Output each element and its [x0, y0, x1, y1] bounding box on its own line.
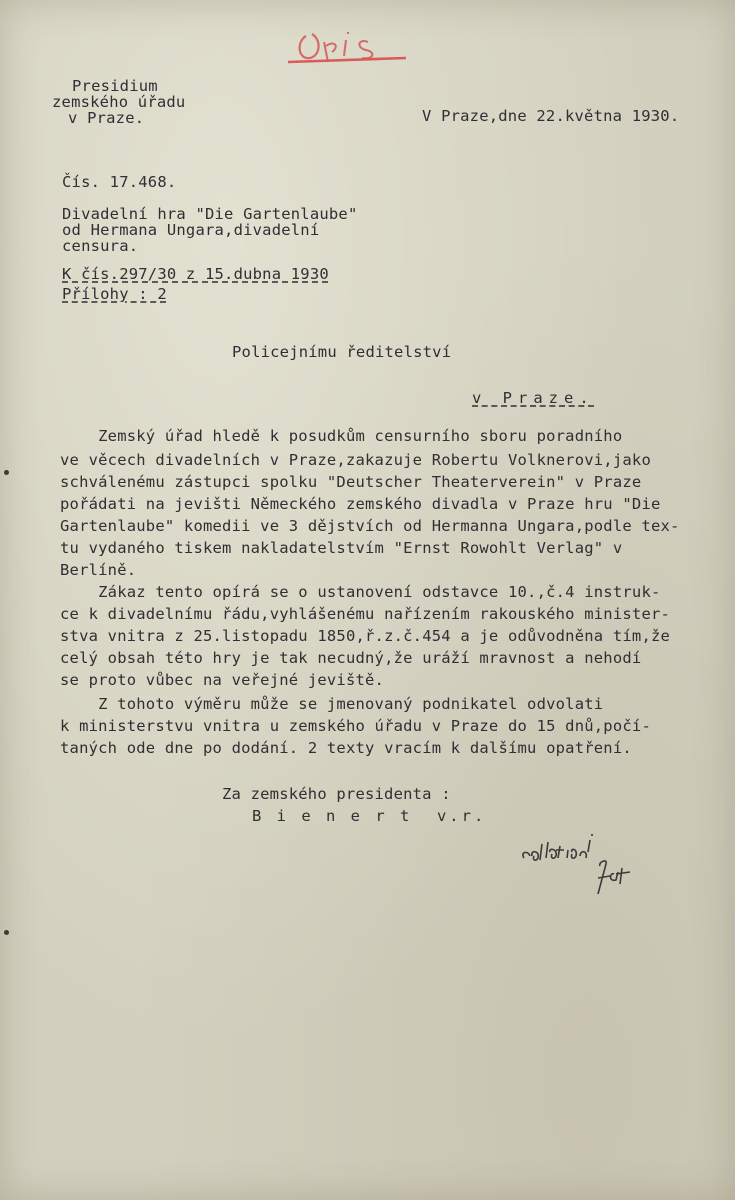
body-line: Gartenlaube" komedii ve 3 dějstvích od Hermanna Ungara,podle tex-: [60, 517, 680, 535]
reference-number: Čís. 17.468.: [62, 173, 177, 191]
body-line: ce k divadelnímu řádu,vyhlášenému nařízením rakouského minister-: [60, 605, 671, 623]
subject-line-3: censura.: [62, 237, 139, 255]
office-line-3: v Praze.: [68, 109, 145, 127]
body-line: k ministerstvu vnitra u zemského úřadu v Praze do 15 dnů,počí-: [60, 717, 651, 735]
signature-line-2: B i e n e r t v.r.: [252, 807, 487, 825]
reference-ref: K čís.297/30 z 15.dubna 1930: [62, 265, 329, 283]
signature-line-1: Za zemského presidenta :: [222, 785, 451, 803]
body-line: stva vnitra z 25.listopadu 1850,ř.z.č.454 a je odůvodněna tím,že: [60, 627, 671, 645]
body-line: ve věcech divadelních v Praze,zakazuje Robertu Volknerovi,jako: [60, 451, 651, 469]
punch-mark: [4, 930, 9, 935]
body-line: tu vydaného tiskem nakladatelstvím "Ernst Rowohlt Verlag" v: [60, 539, 623, 557]
addressee-line-1: Policejnímu ředitelství: [232, 343, 452, 361]
office-line-2: zemského úřadu: [52, 93, 186, 111]
body-line: Berlíně.: [60, 561, 137, 579]
place-date: V Praze,dne 22.května 1930.: [422, 107, 680, 125]
subject-line-1: Divadelní hra "Die Gartenlaube": [62, 205, 358, 223]
body-line: se proto vůbec na veřejné jeviště.: [60, 671, 385, 689]
subject-line-2: od Hermana Ungara,divadelní: [62, 221, 320, 239]
handwritten-collation-note: [518, 822, 658, 902]
punch-mark: [4, 470, 9, 475]
body-line: pořádati na jevišti Německého zemského divadla v Praze hru "Die: [60, 495, 661, 513]
body-line: celý obsah této hry je tak necudný,že uráží mravnost a nehodí: [60, 649, 642, 667]
body-line: Z tohoto výměru může se jmenovaný podnikatel odvolati: [60, 695, 604, 713]
body-line: schválenému zástupci spolku "Deutscher Theaterverein" v Praze: [60, 473, 642, 491]
body-line: Zemský úřad hledě k posudkům censurního sboru poradního: [60, 427, 623, 445]
opis-stamp-mark: [288, 12, 408, 72]
office-line-1: Presidium: [72, 77, 158, 95]
attachments: Přílohy : 2: [62, 285, 167, 303]
body-line: taných ode dne po dodání. 2 texty vracím k dalšímu opatření.: [60, 739, 632, 757]
body-line: Zákaz tento opírá se o ustanovení odstavce 10.,č.4 instruk-: [60, 583, 661, 601]
addressee-line-2: v Praze.: [472, 389, 595, 407]
